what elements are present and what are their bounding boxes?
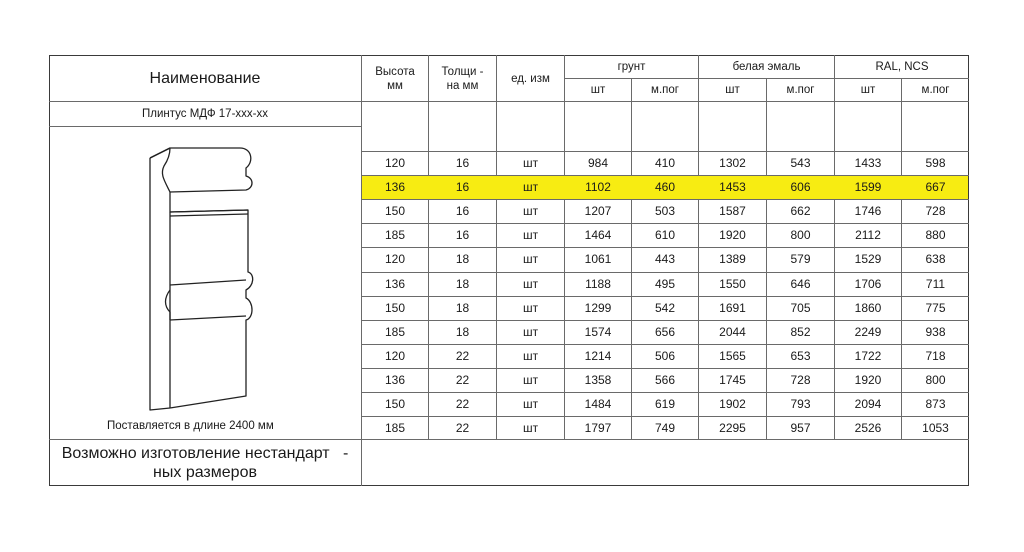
cell-unit: шт: [522, 180, 539, 195]
cell-height: 136: [384, 372, 406, 387]
cell-enamel-pcs: 1691: [719, 300, 746, 315]
cell-thickness: 22: [455, 397, 470, 412]
cell-ral-meter: 598: [925, 156, 946, 171]
cell-height: 150: [384, 204, 406, 219]
cell-enamel-pcs: 1550: [719, 276, 746, 291]
cell-enamel-meter: 728: [790, 372, 811, 387]
cell-thickness: 16: [455, 180, 470, 195]
cell-grunt-pcs: 1464: [584, 228, 612, 243]
cell-ral-pcs: 1529: [854, 252, 882, 267]
cell-unit: шт: [522, 348, 539, 363]
cell-ral-meter: 775: [925, 300, 946, 315]
cell-enamel-pcs: 2295: [719, 421, 746, 436]
cell-grunt-meter: 619: [654, 397, 676, 412]
cell-thickness: 18: [455, 324, 470, 339]
cell-ral-meter: 711: [925, 276, 946, 291]
cell-enamel-meter: 543: [790, 156, 811, 171]
cell-grunt-meter: 495: [654, 276, 676, 291]
cell-enamel-pcs: 2044: [719, 324, 746, 339]
header-group-grunt: грунт: [617, 61, 646, 73]
cell-enamel-pcs: 1302: [719, 156, 746, 171]
cell-grunt-pcs: 1188: [585, 276, 611, 291]
header-group-ral-ncs: RAL, NCS: [875, 61, 929, 73]
cell-thickness: 22: [455, 372, 470, 387]
cell-enamel-meter: 793: [790, 397, 811, 412]
cell-height: 185: [384, 228, 406, 243]
cell-enamel-meter: 800: [790, 228, 811, 243]
cell-height: 185: [384, 421, 406, 436]
cell-ral-meter: 880: [925, 228, 946, 243]
cell-enamel-pcs: 1389: [719, 252, 746, 267]
cell-enamel-pcs: 1453: [719, 180, 746, 195]
cell-height: 136: [384, 276, 406, 291]
cell-ral-pcs: 2526: [854, 421, 882, 436]
subheader-grunt-meter: м.пог: [651, 84, 679, 96]
cell-ral-pcs: 1706: [854, 276, 882, 291]
cell-grunt-meter: 610: [654, 228, 676, 243]
cell-unit: шт: [522, 276, 539, 291]
cell-grunt-pcs: 984: [587, 156, 609, 171]
header-group-white-enamel: белая эмаль: [732, 61, 801, 73]
subheader-enamel-meter: м.пог: [786, 84, 815, 96]
cell-thickness: 18: [455, 300, 470, 315]
subheader-enamel-pcs: шт: [725, 84, 740, 96]
cell-enamel-pcs: 1902: [719, 397, 746, 412]
cell-ral-pcs: 1433: [854, 156, 882, 171]
cell-height: 136: [384, 180, 406, 195]
cell-ral-pcs: 2249: [854, 324, 882, 339]
cell-unit: шт: [522, 156, 539, 171]
cell-unit: шт: [522, 397, 539, 412]
cell-grunt-meter: 656: [654, 324, 676, 339]
cell-grunt-pcs: 1484: [584, 397, 612, 412]
cell-thickness: 22: [455, 348, 470, 363]
cell-grunt-pcs: 1358: [584, 372, 612, 387]
cell-grunt-meter: 410: [654, 156, 676, 171]
cell-enamel-pcs: 1745: [719, 372, 746, 387]
cell-thickness: 16: [455, 204, 470, 219]
cell-ral-meter: 1053: [922, 421, 949, 436]
cell-unit: шт: [522, 252, 539, 267]
cell-height: 185: [384, 324, 406, 339]
custom-sizes-note-line1: Возможно изготовление нестандарт -: [61, 444, 349, 462]
cell-enamel-meter: 606: [790, 180, 811, 195]
cell-grunt-meter: 566: [654, 372, 676, 387]
cell-grunt-pcs: 1574: [584, 324, 612, 339]
product-title-line: [49, 126, 361, 127]
cell-grunt-meter: 443: [654, 252, 676, 267]
subheader-ral-pcs: шт: [860, 84, 876, 96]
subheader-grunt-pcs: шт: [590, 84, 606, 96]
cell-enamel-pcs: 1920: [719, 228, 746, 243]
subheader-ral-meter: м.пог: [921, 84, 950, 96]
cell-grunt-pcs: 1102: [585, 180, 611, 195]
cell-ral-pcs: 1920: [854, 372, 882, 387]
cell-thickness: 18: [455, 252, 470, 267]
cell-ral-meter: 718: [925, 348, 946, 363]
cell-grunt-pcs: 1299: [584, 300, 612, 315]
cell-enamel-meter: 579: [790, 252, 811, 267]
cell-enamel-meter: 705: [790, 300, 811, 315]
cell-grunt-meter: 506: [654, 348, 676, 363]
cell-unit: шт: [522, 204, 539, 219]
product-title: Плинтус МДФ 17-ххх-хх: [142, 108, 268, 120]
cell-ral-pcs: 1746: [854, 204, 882, 219]
cell-height: 150: [384, 300, 406, 315]
cell-thickness: 22: [455, 421, 470, 436]
header-height: Высота мм: [375, 65, 415, 92]
cell-enamel-meter: 957: [790, 421, 811, 436]
cell-thickness: 16: [455, 156, 470, 171]
cell-ral-meter: 938: [925, 324, 946, 339]
header-name: Наименование: [149, 70, 261, 87]
cell-unit: шт: [522, 421, 539, 436]
baseboard-profile-drawing: [130, 140, 270, 415]
header-unit: ед. изм: [511, 72, 550, 85]
cell-ral-pcs: 1860: [854, 300, 882, 315]
cell-ral-pcs: 1722: [854, 348, 882, 363]
cell-height: 120: [384, 252, 406, 267]
cell-unit: шт: [522, 372, 539, 387]
custom-sizes-note-line2: ных размеров: [153, 463, 257, 481]
length-note: Поставляется в длине 2400 мм: [107, 420, 274, 432]
cell-grunt-pcs: 1207: [584, 204, 612, 219]
cell-unit: шт: [522, 300, 539, 315]
cell-grunt-meter: 542: [654, 300, 676, 315]
cell-unit: шт: [522, 324, 539, 339]
cell-height: 150: [384, 397, 406, 412]
header-thickness: Толщи - на мм: [441, 65, 484, 92]
cell-enamel-meter: 646: [790, 276, 811, 291]
cell-enamel-meter: 852: [790, 324, 811, 339]
cell-grunt-meter: 749: [654, 421, 676, 436]
cell-ral-pcs: 1599: [854, 180, 882, 195]
cell-ral-meter: 667: [925, 180, 946, 195]
cell-enamel-pcs: 1587: [719, 204, 746, 219]
cell-ral-meter: 638: [925, 252, 946, 267]
cell-ral-meter: 873: [925, 397, 946, 412]
cell-unit: шт: [522, 228, 539, 243]
cell-grunt-meter: 460: [654, 180, 676, 195]
cell-ral-pcs: 2112: [855, 228, 881, 243]
cell-ral-meter: 800: [925, 372, 946, 387]
cell-height: 120: [384, 156, 406, 171]
cell-enamel-meter: 653: [790, 348, 811, 363]
cell-grunt-pcs: 1214: [584, 348, 612, 363]
cell-height: 120: [384, 348, 406, 363]
cell-grunt-pcs: 1797: [584, 421, 612, 436]
cell-grunt-meter: 503: [654, 204, 676, 219]
cell-grunt-pcs: 1061: [584, 252, 612, 267]
cell-enamel-pcs: 1565: [719, 348, 746, 363]
cell-ral-meter: 728: [925, 204, 946, 219]
cell-enamel-meter: 662: [790, 204, 811, 219]
cell-thickness: 18: [455, 276, 470, 291]
cell-thickness: 16: [455, 228, 470, 243]
cell-ral-pcs: 2094: [854, 397, 882, 412]
